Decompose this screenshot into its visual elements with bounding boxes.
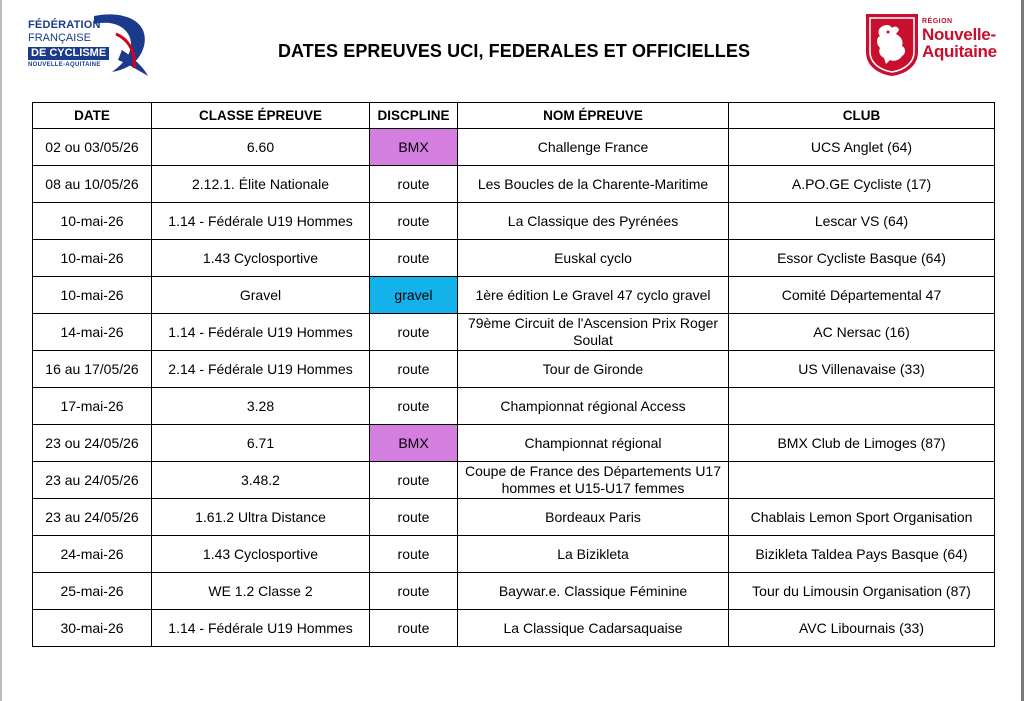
cell-club: Lescar VS (64) <box>729 203 995 240</box>
cell-nom: La Classique Cadarsaquaise <box>458 610 729 647</box>
cell-club <box>729 462 995 499</box>
cell-discipline: route <box>370 610 458 647</box>
cell-classe: WE 1.2 Classe 2 <box>152 573 370 610</box>
cell-discipline: route <box>370 351 458 388</box>
cell-club: A.PO.GE Cycliste (17) <box>729 166 995 203</box>
cell-nom: Challenge France <box>458 129 729 166</box>
cell-club <box>729 388 995 425</box>
cell-classe: 2.14 - Fédérale U19 Hommes <box>152 351 370 388</box>
cell-date: 23 ou 24/05/26 <box>33 425 152 462</box>
cell-classe: 2.12.1. Élite Nationale <box>152 166 370 203</box>
cell-club: Bizikleta Taldea Pays Basque (64) <box>729 536 995 573</box>
region-logo-small: RÉGION <box>922 18 953 25</box>
cell-date: 10-mai-26 <box>33 203 152 240</box>
cell-classe: Gravel <box>152 277 370 314</box>
events-table <box>32 102 995 647</box>
table-row <box>33 573 995 610</box>
cell-classe: 1.61.2 Ultra Distance <box>152 499 370 536</box>
ffc-logo-line4: NOUVELLE-AQUITAINE <box>28 62 101 68</box>
cell-discipline: route <box>370 166 458 203</box>
cell-club: AVC Libournais (33) <box>729 610 995 647</box>
ffc-logo-line1: FÉDÉRATION <box>28 19 101 31</box>
cell-classe: 1.43 Cyclosportive <box>152 536 370 573</box>
cell-nom: Tour de Gironde <box>458 351 729 388</box>
table-row <box>33 536 995 573</box>
cell-date: 30-mai-26 <box>33 610 152 647</box>
cell-discipline: route <box>370 203 458 240</box>
cell-club: US Villenavaise (33) <box>729 351 995 388</box>
cell-club: Comité Départemental 47 <box>729 277 995 314</box>
region-logo-line1: Nouvelle- <box>922 25 996 44</box>
cell-nom: La Classique des Pyrénées <box>458 203 729 240</box>
cell-nom: Bordeaux Paris <box>458 499 729 536</box>
cell-nom: 79ème Circuit de l'Ascension Prix Roger Soulat <box>458 314 729 351</box>
cell-discipline: gravel <box>370 277 458 314</box>
table-row <box>33 277 995 314</box>
cell-nom: Championnat régional <box>458 425 729 462</box>
cell-classe: 6.71 <box>152 425 370 462</box>
cell-nom: Championnat régional Access <box>458 388 729 425</box>
cell-classe: 3.48.2 <box>152 462 370 499</box>
cell-club: BMX Club de Limoges (87) <box>729 425 995 462</box>
cell-classe: 1.14 - Fédérale U19 Hommes <box>152 314 370 351</box>
table-row <box>33 499 995 536</box>
cell-discipline: route <box>370 388 458 425</box>
table-row <box>33 425 995 462</box>
cell-discipline: route <box>370 314 458 351</box>
header-discipline: DISCPLINE <box>370 103 458 129</box>
header-nom: NOM ÉPREUVE <box>458 103 729 129</box>
cell-nom: 1ère édition Le Gravel 47 cyclo gravel <box>458 277 729 314</box>
region-logo <box>864 12 1009 82</box>
ffc-logo-line2: FRANÇAISE <box>28 32 91 44</box>
cell-discipline: route <box>370 240 458 277</box>
cell-discipline: BMX <box>370 425 458 462</box>
cell-discipline: route <box>370 536 458 573</box>
cell-date: 23 au 24/05/26 <box>33 462 152 499</box>
table-row <box>33 610 995 647</box>
table-row <box>33 166 995 203</box>
cell-discipline: route <box>370 573 458 610</box>
cell-nom: Euskal cyclo <box>458 240 729 277</box>
cell-date: 25-mai-26 <box>33 573 152 610</box>
cell-club: Chablais Lemon Sport Organisation <box>729 499 995 536</box>
region-logo-line2: Aquitaine <box>922 42 997 61</box>
region-lion-shield-icon <box>864 12 920 78</box>
table-row <box>33 351 995 388</box>
table-row <box>33 203 995 240</box>
table-header-row <box>33 103 995 129</box>
table-row <box>33 462 995 499</box>
cell-date: 08 au 10/05/26 <box>33 166 152 203</box>
cell-club: AC Nersac (16) <box>729 314 995 351</box>
cell-discipline: BMX <box>370 129 458 166</box>
cell-date: 14-mai-26 <box>33 314 152 351</box>
cell-date: 24-mai-26 <box>33 536 152 573</box>
cell-classe: 1.43 Cyclosportive <box>152 240 370 277</box>
cell-nom: Coupe de France des Départements U17 hommes et U15-U17 femmes <box>458 462 729 499</box>
header-date: DATE <box>33 103 152 129</box>
header-classe: CLASSE ÉPREUVE <box>152 103 370 129</box>
cell-date: 10-mai-26 <box>33 277 152 314</box>
table-row <box>33 240 995 277</box>
cell-classe: 1.14 - Fédérale U19 Hommes <box>152 610 370 647</box>
table-row <box>33 314 995 351</box>
cell-date: 02 ou 03/05/26 <box>33 129 152 166</box>
page-border-left <box>0 0 2 701</box>
page-title: DATES EPREUVES UCI, FEDERALES ET OFFICIELLES <box>277 41 751 61</box>
cell-date: 16 au 17/05/26 <box>33 351 152 388</box>
cell-date: 17-mai-26 <box>33 388 152 425</box>
table-row <box>33 388 995 425</box>
cell-nom: Les Boucles de la Charente-Maritime <box>458 166 729 203</box>
header-club: CLUB <box>729 103 995 129</box>
cell-discipline: route <box>370 462 458 499</box>
cell-nom: Baywar.e. Classique Féminine <box>458 573 729 610</box>
cell-classe: 1.14 - Fédérale U19 Hommes <box>152 203 370 240</box>
cell-club: Essor Cycliste Basque (64) <box>729 240 995 277</box>
cell-club: Tour du Limousin Organisation (87) <box>729 573 995 610</box>
cell-classe: 3.28 <box>152 388 370 425</box>
cell-date: 23 au 24/05/26 <box>33 499 152 536</box>
cell-discipline: route <box>370 499 458 536</box>
cell-date: 10-mai-26 <box>33 240 152 277</box>
events-table-body <box>33 129 995 647</box>
ffc-logo-line3: DE CYCLISME <box>28 47 109 60</box>
cell-classe: 6.60 <box>152 129 370 166</box>
cell-nom: La Bizikleta <box>458 536 729 573</box>
cell-club: UCS Anglet (64) <box>729 129 995 166</box>
table-row <box>33 129 995 166</box>
